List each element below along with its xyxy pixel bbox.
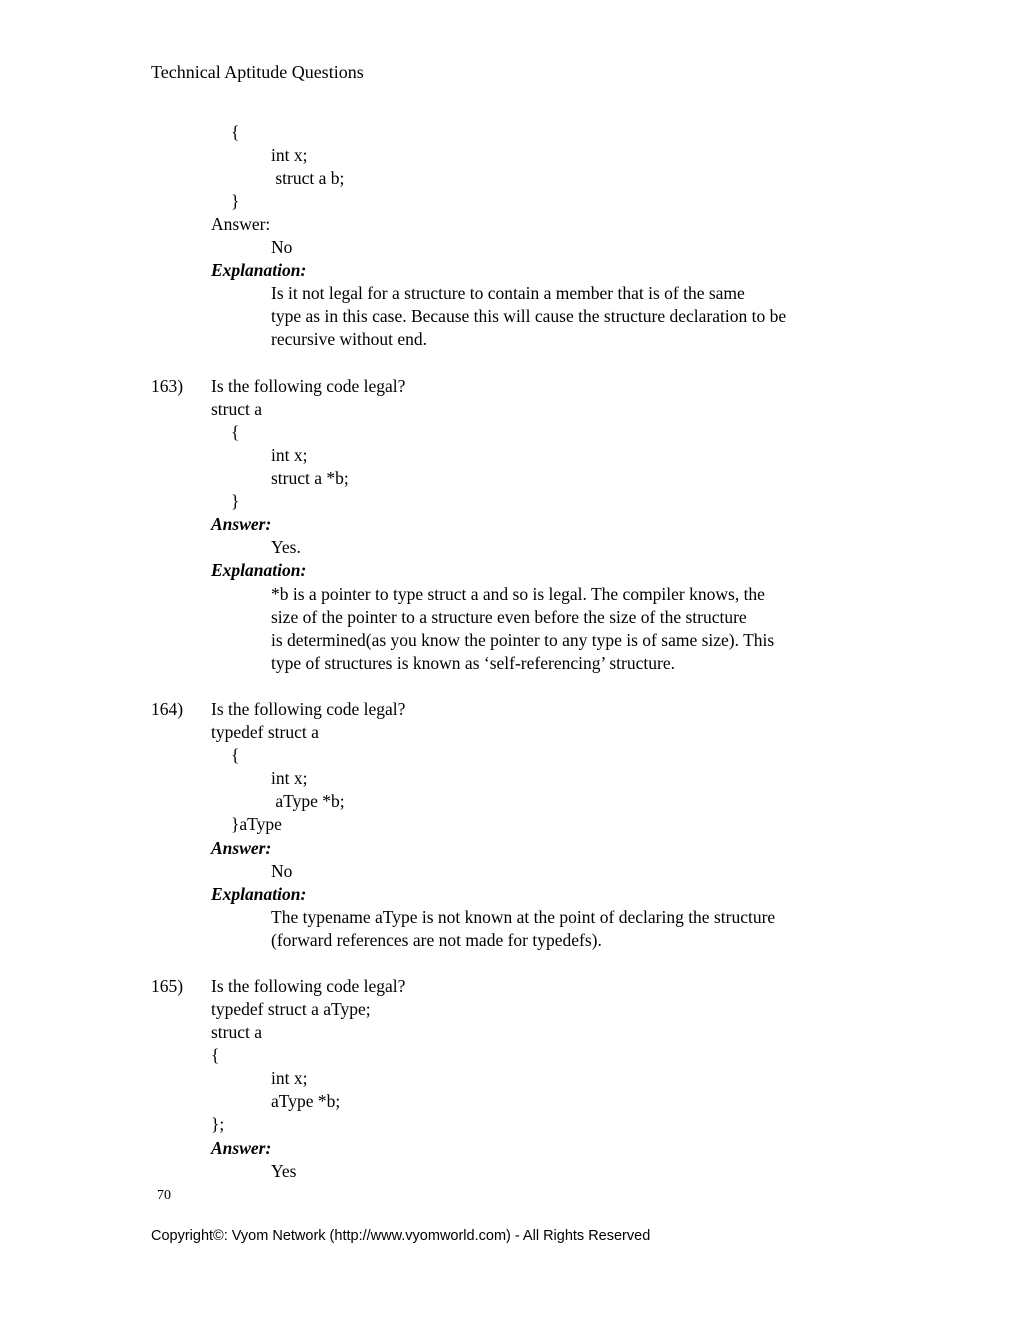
answer-label: Answer:	[211, 214, 271, 234]
explanation-label: Explanation:	[211, 560, 307, 580]
question-number: 164)	[151, 699, 184, 719]
explanation-label: Explanation:	[211, 260, 307, 280]
answer-text: No	[271, 237, 293, 257]
code-line: struct a *b;	[271, 468, 349, 488]
answer-text: Yes	[271, 1161, 297, 1181]
code-line: }	[231, 191, 240, 211]
answer-text: Yes.	[271, 537, 301, 557]
explanation-line: type as in this case. Because this will cause the structure declaration to be	[271, 306, 787, 326]
explanation-line: *b is a pointer to type struct a and so is legal. The compiler knows, the	[271, 584, 765, 604]
explanation-line: The typename aType is not known at the point of declaring the structure	[271, 907, 776, 927]
code-line: {	[231, 122, 240, 142]
copyright-footer: Copyright©: Vyom Network (http://www.vyomworld.com) - All Rights Reserved	[151, 1228, 651, 1244]
question-text: Is the following code legal?	[211, 699, 406, 719]
code-line: {	[231, 422, 240, 442]
explanation-line: size of the pointer to a structure even before the size of the structure	[271, 607, 747, 627]
code-line: struct a b;	[271, 168, 345, 188]
code-line: {	[231, 745, 240, 765]
code-line: aType *b;	[271, 1091, 341, 1111]
question-text: Is the following code legal?	[211, 376, 406, 396]
question-number: 163)	[151, 376, 184, 396]
question-number: 165)	[151, 976, 184, 996]
code-line: {	[211, 1045, 220, 1065]
code-line: }	[231, 491, 240, 511]
explanation-line: (forward references are not made for typedefs).	[271, 930, 602, 950]
answer-text: No	[271, 861, 293, 881]
explanation-line: Is it not legal for a structure to contain a member that is of the same	[271, 283, 745, 303]
code-line: };	[211, 1114, 225, 1134]
code-line: int x;	[271, 145, 308, 165]
answer-label: Answer:	[211, 838, 272, 858]
code-line: }aType	[231, 814, 282, 834]
code-line: aType *b;	[271, 791, 345, 811]
page-header: Technical Aptitude Questions	[151, 62, 364, 82]
question-text: Is the following code legal?	[211, 976, 406, 996]
code-line: int x;	[271, 768, 308, 788]
code-line: typedef struct a	[211, 722, 319, 742]
code-line: int x;	[271, 445, 308, 465]
code-line: struct a	[211, 1022, 263, 1042]
explanation-line: is determined(as you know the pointer to any type is of same size). This	[271, 630, 775, 650]
answer-label: Answer:	[211, 514, 272, 534]
page-number: 70	[157, 1188, 171, 1203]
code-line: typedef struct a aType;	[211, 999, 371, 1019]
code-line: struct a	[211, 399, 263, 419]
explanation-line: type of structures is known as ‘self-referencing’ structure.	[271, 653, 675, 673]
explanation-label: Explanation:	[211, 884, 307, 904]
answer-label: Answer:	[211, 1138, 272, 1158]
explanation-line: recursive without end.	[271, 329, 427, 349]
code-line: int x;	[271, 1068, 308, 1088]
